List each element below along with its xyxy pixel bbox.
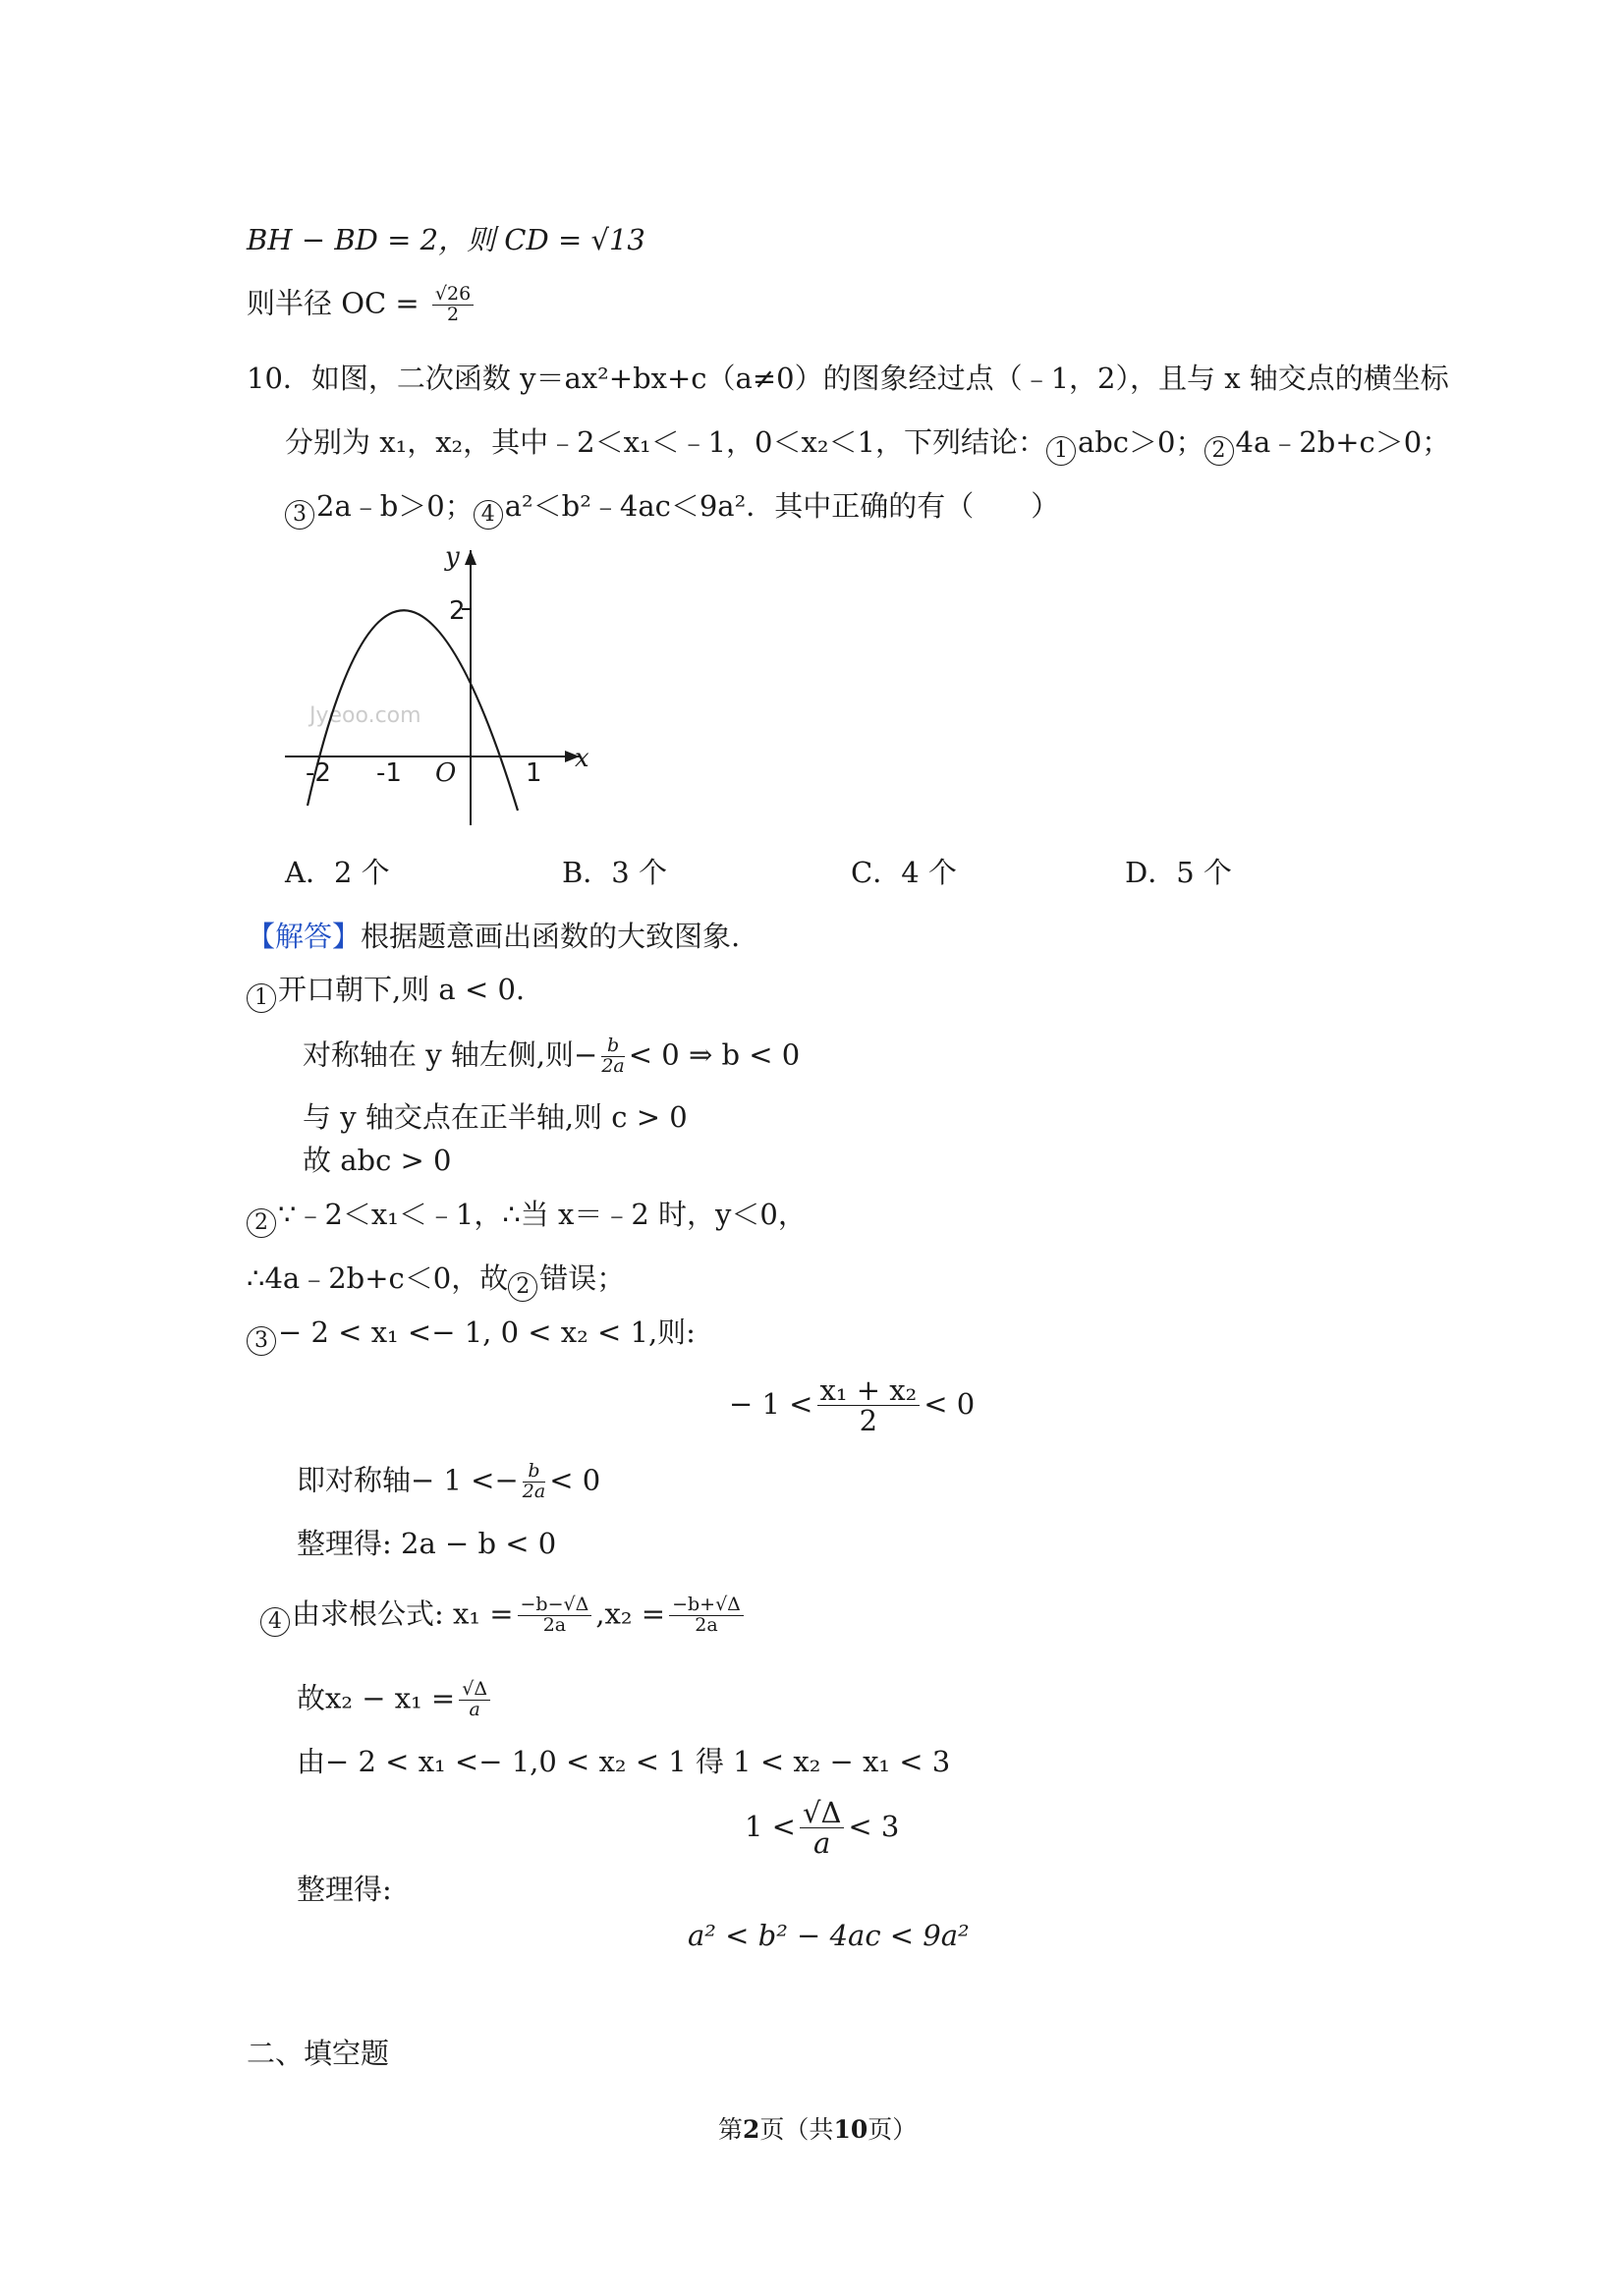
step1-text: 开口朝下,则 a < 0. — [278, 973, 526, 1006]
step3c-fraction — [523, 1462, 545, 1502]
step1b-pre: 对称轴在 y 轴左侧,则− — [303, 1037, 598, 1072]
circled-3: 3 — [285, 500, 314, 530]
step4d-num: √Δ — [800, 1798, 844, 1828]
conclusion-4: a²＜b²﹣4ac＜9a²．其中正确的有（ ） — [504, 489, 1060, 523]
circled-2: 2 — [247, 1208, 276, 1238]
step3b-den: 2 — [859, 1404, 878, 1438]
y-axis-label: y — [445, 545, 460, 572]
sqrt13: √13 — [590, 223, 645, 256]
step3b-post: < 0 — [923, 1386, 976, 1421]
x2-formula — [669, 1596, 744, 1636]
step4b-pre: 故x₂ − x₁ = — [297, 1681, 456, 1715]
step3c-den: 2a — [522, 1480, 546, 1502]
question-line-3 — [285, 488, 1059, 530]
conclusion-1: abc＞0； — [1077, 425, 1204, 459]
step1c-line: 与 y 轴交点在正半轴,则 c > 0 — [303, 1100, 688, 1134]
question-line-2 — [285, 424, 1450, 466]
step4e-line: 整理得: — [297, 1873, 392, 1906]
x2-den: 2a — [695, 1613, 718, 1636]
step1b-line — [303, 1036, 800, 1077]
circled-4: 4 — [474, 500, 503, 530]
step3b-pre: − 1 < — [729, 1386, 813, 1421]
circled-2: 2 — [1204, 436, 1234, 466]
x-axis-label: x — [575, 744, 589, 773]
step2b-pre: ∴4a﹣2b+c＜0，故 — [247, 1261, 509, 1295]
circled-4: 4 — [260, 1607, 290, 1637]
origin-label: O — [435, 758, 457, 788]
line-bh-bd — [247, 222, 645, 257]
y-axis-arrow — [465, 550, 476, 565]
radius-num: √26 — [432, 285, 474, 306]
solution-intro: 根据题意画出函数的大致图象. — [361, 920, 741, 953]
step3c-post: < 0 — [549, 1463, 601, 1497]
footer-pre: 第 — [718, 2115, 744, 2144]
page-footer — [718, 2112, 917, 2148]
radius-den: 2 — [447, 303, 460, 325]
step3c-num: b — [523, 1462, 545, 1483]
x1-formula — [518, 1596, 592, 1636]
circled-2: 2 — [508, 1272, 537, 1302]
step4a-mid: ,x₂ = — [595, 1596, 666, 1631]
step1-line — [247, 972, 525, 1013]
step3a-text: − 2 < x₁ <− 1, 0 < x₂ < 1,则: — [278, 1316, 696, 1349]
section-heading: 二、填空题 — [247, 2037, 390, 2070]
graph-watermark: Jyeoo.com — [309, 703, 421, 728]
step4a-pre: 由求根公式: x₁ = — [292, 1596, 514, 1631]
conclusion-3: 2a﹣b＞0； — [316, 489, 474, 523]
step4f-line: a² < b² − 4ac < 9a² — [688, 1919, 970, 1952]
radius-fraction — [432, 285, 474, 325]
step1b-den: 2a — [601, 1054, 625, 1077]
circled-3: 3 — [247, 1326, 276, 1356]
x1-den: 2a — [542, 1613, 567, 1636]
footer-mid: 页（共 — [759, 2115, 834, 2144]
step2a-text: ∵﹣2＜x₁＜﹣1，∴当 x＝﹣2 时，y＜0， — [278, 1198, 807, 1231]
x2-num: −b+√Δ — [669, 1596, 744, 1616]
step4c-line: 由− 2 < x₁ <− 1,0 < x₂ < 1 得 1 < x₂ − x₁ < 3 — [297, 1745, 951, 1778]
step4d-fraction — [800, 1798, 844, 1859]
line-radius — [247, 285, 477, 325]
step4b-line — [297, 1680, 494, 1720]
solution-tag: 【解答】 — [247, 920, 362, 953]
circled-1: 1 — [1046, 436, 1076, 466]
parabola-graph — [280, 545, 604, 830]
step3b-line — [729, 1375, 975, 1436]
option-d: D．5 个 — [1125, 856, 1232, 889]
step4d-post: < 3 — [848, 1809, 900, 1843]
step3a-line — [247, 1315, 696, 1356]
question-line-2-text: 分别为 x₁，x₂，其中﹣2＜x₁＜﹣1，0＜x₂＜1，下列结论： — [285, 425, 1046, 459]
step4a-line — [260, 1596, 748, 1637]
circled-1: 1 — [247, 983, 276, 1013]
step3d-line: 整理得: 2a − b < 0 — [297, 1527, 557, 1560]
step3b-fraction — [817, 1375, 921, 1436]
step2a-line — [247, 1197, 807, 1238]
step4b-den: a — [469, 1698, 480, 1720]
footer-total: 10 — [833, 2115, 868, 2144]
solution-intro-line — [247, 919, 740, 954]
footer-post: 页） — [867, 2115, 918, 2144]
option-b: B．3 个 — [562, 856, 667, 889]
x-tick-label-neg1: -1 — [376, 758, 402, 788]
line-radius-text: 则半径 OC = — [247, 286, 428, 320]
conclusion-2: 4a﹣2b+c＞0； — [1235, 425, 1451, 459]
y-tick-label-2: 2 — [449, 596, 466, 626]
step4b-num: √Δ — [459, 1680, 490, 1701]
step2b-line — [247, 1260, 625, 1302]
x-tick-label-1: 1 — [526, 758, 542, 788]
step4d-line — [745, 1798, 899, 1859]
step1b-post: < 0 ⇒ b < 0 — [628, 1037, 801, 1072]
step4b-fraction — [459, 1680, 490, 1720]
step1b-fraction — [601, 1036, 624, 1077]
option-c: C．4 个 — [851, 856, 957, 889]
step2b-post: 错误； — [539, 1261, 626, 1295]
question-line-1: 10．如图，二次函数 y＝ax²+bx+c（a≠0）的图象经过点（﹣1，2），且与 x 轴交点的横坐标 — [247, 362, 1449, 395]
x1-num: −b−√Δ — [518, 1596, 592, 1616]
step3c-pre: 即对称轴− 1 <− — [297, 1463, 519, 1497]
x-tick-label-neg2: -2 — [306, 758, 331, 788]
footer-page: 2 — [743, 2115, 760, 2144]
step3b-num: x₁ + x₂ — [817, 1375, 921, 1406]
step1b-num: b — [601, 1036, 624, 1057]
option-a: A．2 个 — [285, 856, 390, 889]
line-bh-bd-text: BH − BD = 2，则 CD = — [247, 223, 591, 256]
step3c-line — [297, 1462, 600, 1502]
step4d-pre: 1 < — [745, 1809, 796, 1843]
step1d-line: 故 abc > 0 — [303, 1144, 452, 1177]
step4d-den: a — [813, 1826, 831, 1861]
